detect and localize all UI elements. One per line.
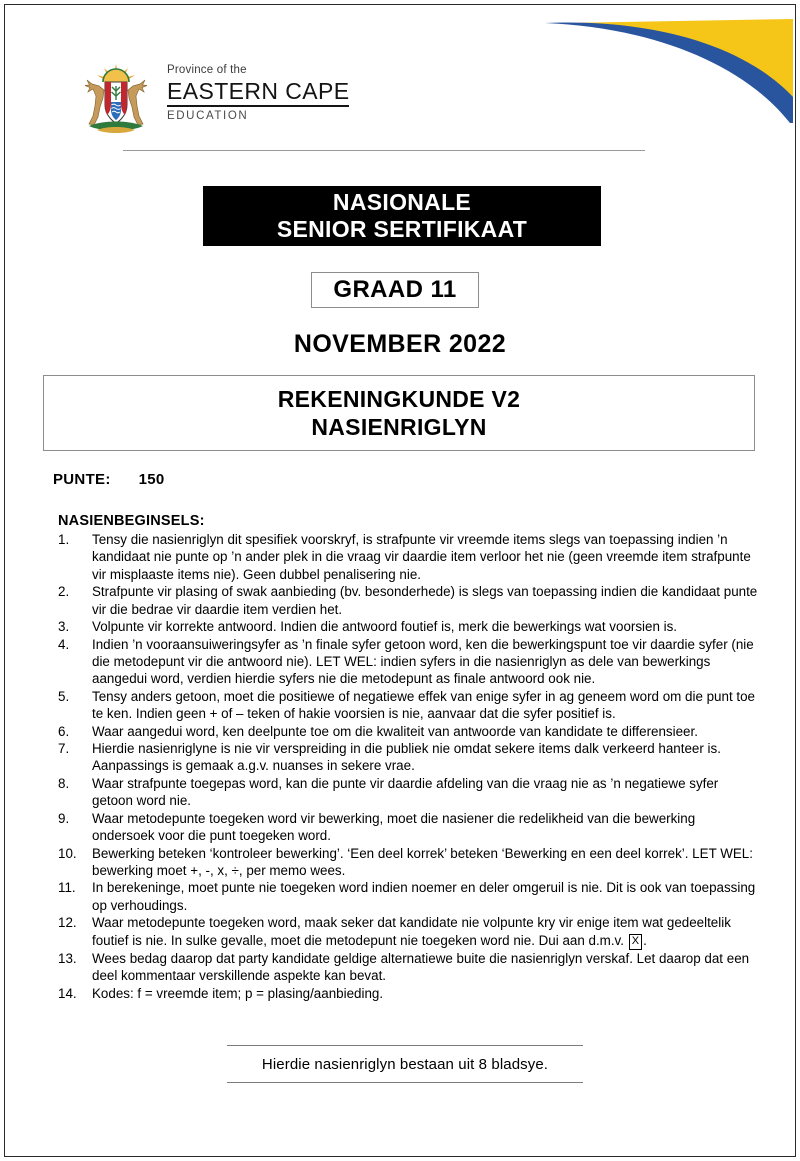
principle-text: Wees bedag daarop dat party kandidate geldige alternatiewe buite die nasienriglyn verskaf. Let daarop dat een deel kommentaar verskillende aspekte kan bevat. (92, 950, 750, 984)
banner-line-2: SENIOR SERTIFIKAAT (276, 216, 528, 242)
document-page (4, 4, 796, 1157)
document-type: NASIENRIGLYN (311, 414, 487, 440)
principle-text: In berekeninge, moet punte nie toegeken word indien noemer en deler omgeruil is nie. Dit is ook van toepassing op verhoudings. (92, 880, 756, 913)
principle-number: 4. (58, 636, 70, 652)
principle-number: 8. (58, 775, 70, 791)
principle-number: 12. (58, 915, 77, 931)
logo-province-name: EASTERN CAPE (167, 78, 349, 107)
principle-item (58, 950, 758, 985)
principle-text: Strafpunte vir plasing of swak aanbieding (bv. besonderhede) is slegs van toepassing indien die kandidaat punte vir die bedrae vir daardie item verdien het. (92, 584, 758, 617)
principle-item (58, 688, 758, 723)
eastern-cape-coat-of-arms-icon (73, 60, 159, 138)
principle-item (58, 583, 758, 618)
subject-box (43, 375, 755, 451)
page-footer (227, 1045, 583, 1083)
subject-title: REKENINGKUNDE V2 (277, 385, 521, 412)
eastern-cape-logo (73, 60, 349, 138)
footer-rule-bottom (227, 1082, 583, 1083)
logo-wordmark (167, 60, 349, 122)
banner-line-1: NASIONALE (332, 188, 472, 215)
logo-department: EDUCATION (167, 110, 249, 123)
principle-text: Volpunte vir korrekte antwoord. Indien die antwoord foutief is, merk die bewerkings wat voorsien is. (92, 619, 678, 635)
principle-number: 11. (58, 880, 76, 896)
logo-province-line: Province of the (167, 64, 247, 76)
principle-number: 2. (58, 584, 70, 600)
principle-number: 6. (58, 723, 70, 739)
principle-text: Indien ’n vooraansuiweringsyfer as ’n finale syfer getoon word, ken die bewerkingspunt toe vir daardie syfer (nie die metodepunt vir die antwoord nie). LET WEL: indien syfers in die nasienriglyn as dele van bewerkings aangedui word, verdien hierdie syfers nie die metodepunt as finale antwoord ook nie. (92, 636, 754, 687)
principle-text: Waar metodepunte toegeken word vir bewerking, moet die nasiener die redelikheid van die bewerking ondersoek voor die punt toegeken word. (92, 810, 696, 844)
grade-box (311, 272, 479, 308)
principle-text: Waar aangedui word, ken deelpunte toe om die kwaliteit van antwoorde van kandidate te differensieer. (92, 723, 698, 739)
principle-item (58, 914, 758, 949)
principle-text-after-box: . (643, 932, 647, 948)
principle-number: 13. (58, 950, 77, 966)
ribbon-swoosh-graphic (525, 5, 795, 125)
principle-number: 1. (58, 532, 70, 547)
principles-heading: NASIENBEGINSELS: (58, 513, 205, 529)
principle-text: Waar strafpunte toegepas word, kan die punte vir daardie afdeling van die vraag nie as ’n negatiewe syfer getoon word nie. (92, 775, 719, 809)
principle-text-before-box: Waar metodepunte toegeken word, maak seker dat kandidate nie volpunte kry vir enige item wat gedeeltelik foutief is nie. In sulke gevalle, moet die metodepunt nie toegeken word nie. Dui aan d.m.v. (92, 915, 731, 948)
principle-text: Tensy die nasienriglyn dit spesifiek voorskryf, is strafpunte vir vreemde items slegs van toepassing indien ’n kandidaat nie punte op ’n ander plek in die vraag vir daardie item verloor het nie (geen vreemde item strafpunte vir misplaaste items nie). Geen dubbel penalisering nie. (92, 532, 751, 582)
principle-number: 9. (58, 810, 70, 826)
principle-item (58, 723, 758, 740)
principle-text (92, 914, 758, 949)
principle-number: 5. (58, 688, 70, 704)
principle-item (58, 775, 758, 810)
principle-item (58, 810, 758, 845)
marks-label: PUNTE: (53, 471, 111, 488)
footer-text: Hierdie nasienriglyn bestaan uit 8 bladsye. (261, 1056, 549, 1073)
exam-date: NOVEMBER 2022 (293, 330, 507, 358)
principle-text: Kodes: f = vreemde item; p = plasing/aanbieding. (92, 985, 384, 1001)
page-header (5, 5, 795, 155)
principle-item (58, 879, 758, 914)
grade-label: GRAAD 11 (333, 276, 457, 303)
principle-text: Hierdie nasienriglyne is nie vir verspreiding in die publiek nie omdat sekere items dalk verkeerd hanteer is. Aanpassings is gemaak a.g.v. nuanses in sekere vrae. (92, 741, 721, 774)
principle-item (58, 845, 758, 880)
principle-number: 3. (58, 619, 70, 635)
marks-value: 150 (138, 471, 165, 488)
principles-list (58, 531, 758, 1002)
principle-item (58, 636, 758, 688)
marks-row (53, 471, 165, 488)
principle-number: 14. (58, 985, 77, 1001)
principle-item (58, 740, 758, 775)
exam-banner (203, 186, 601, 246)
principle-text: Bewerking beteken ‘kontroleer bewerking’. ‘Een deel korrek’ beteken ‘Bewerking en een deel korrek’. LET WEL: bewerking moet +, -, x, ÷, per memo wees. (92, 845, 753, 879)
principle-number: 10. (58, 845, 77, 861)
header-divider (123, 150, 645, 151)
principle-text: Tensy anders getoon, moet die positiewe of negatiewe effek van enige syfer in ag geneem word om die punt toe te ken. Indien geen + of – teken of hakie voorsien is nie, aanvaar dat die syfer positief is. (92, 688, 756, 722)
marking-principles-section (58, 513, 758, 1002)
boxed-x-icon: X (629, 934, 642, 950)
principle-item (58, 531, 758, 583)
principle-number: 7. (58, 741, 70, 757)
principle-item (58, 618, 758, 635)
principle-item (58, 985, 758, 1002)
